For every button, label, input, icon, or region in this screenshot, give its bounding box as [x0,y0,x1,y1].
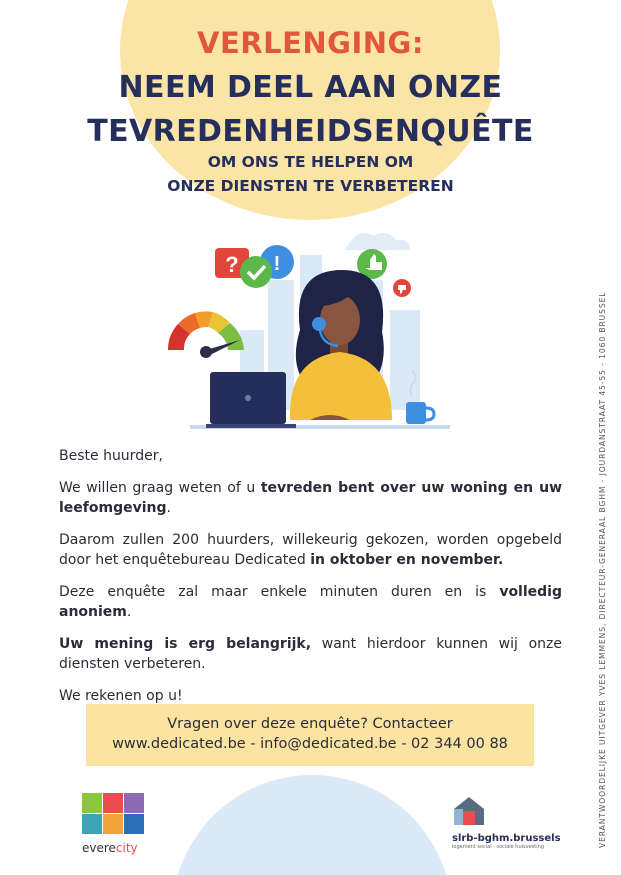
bottom-circle [172,775,452,875]
paragraph-satisfaction [59,478,562,518]
evere-text: evere [82,841,116,855]
publisher-info: VERANTWOORDELIJKE UITGEVER YVES LEMMENS, DIRECTEUR-GENERAAL BGHM - JOURDANSTRAAT 45-55 - 1060 BRUSSEL [598,291,607,848]
operator-figure [290,270,392,420]
subtitle-line-2: ONZE DIENSTEN TE VERBETEREN [167,177,454,195]
evere-city-logo-icon [82,793,144,835]
svg-text:?: ? [225,252,239,277]
cloud-icon [344,233,410,250]
city-text: city [115,841,138,855]
text-bold: volledig anoniem [59,584,562,620]
slrb-logo [452,795,572,850]
evere-logo-text [82,841,144,855]
satisfaction-gauge-icon [168,311,244,358]
text-span: Daarom zullen 200 huurders, willekeurig gekozen, worden opgebeld door het enquêtebureau Dedicated [59,532,562,568]
subtitle-line-1: OM ONS TE HELPEN OM [207,153,414,171]
thumbs-down-icon [393,279,411,297]
text-span: We willen graag weten of u [59,480,261,496]
text-span: Deze enquête zal maar enkele minuten duren en is [59,584,500,600]
evere-logo [82,793,144,855]
check-circle-icon [240,256,272,288]
paragraph-anonymous [59,582,562,622]
page-title [0,66,621,154]
text-bold: Uw mening is erg belangrijk, [59,636,312,652]
paragraph-method [59,530,562,570]
paragraph-importance [59,634,562,674]
closing: We rekenen op u! [59,688,183,704]
heading-extension: VERLENGING: [197,26,424,60]
text-bold: in oktober en november. [310,552,504,568]
text-bold: tevreden bent over uw woning en uw leefomgeving [59,480,563,516]
svg-text:!: ! [273,253,281,275]
page-title-line-1: NEEM DEEL AAN ONZE [118,70,503,105]
laptop-icon [206,372,296,428]
contact-line-2: www.dedicated.be - info@dedicated.be - 02 344 00 88 [112,736,508,752]
slrb-subtitle: logement social · sociale huisvesting [452,844,544,850]
greeting: Beste huurder, [59,448,163,464]
subtitle [0,150,621,198]
house-logo-icon [452,795,486,827]
slrb-name: slrb-bghm.brussels [452,833,561,844]
call-center-illustration [150,220,470,435]
contact-line-1: Vragen over deze enquête? Contacteer [167,716,453,732]
text-span: want hierdoor kunnen wij onze diensten verbeteren. [59,636,563,672]
page-title-line-2: TEVREDENHEIDSENQUÊTE [87,114,534,149]
text-span: . [166,500,171,516]
letter-body [59,446,562,718]
contact-box [86,704,534,766]
text-span: . [126,604,132,620]
